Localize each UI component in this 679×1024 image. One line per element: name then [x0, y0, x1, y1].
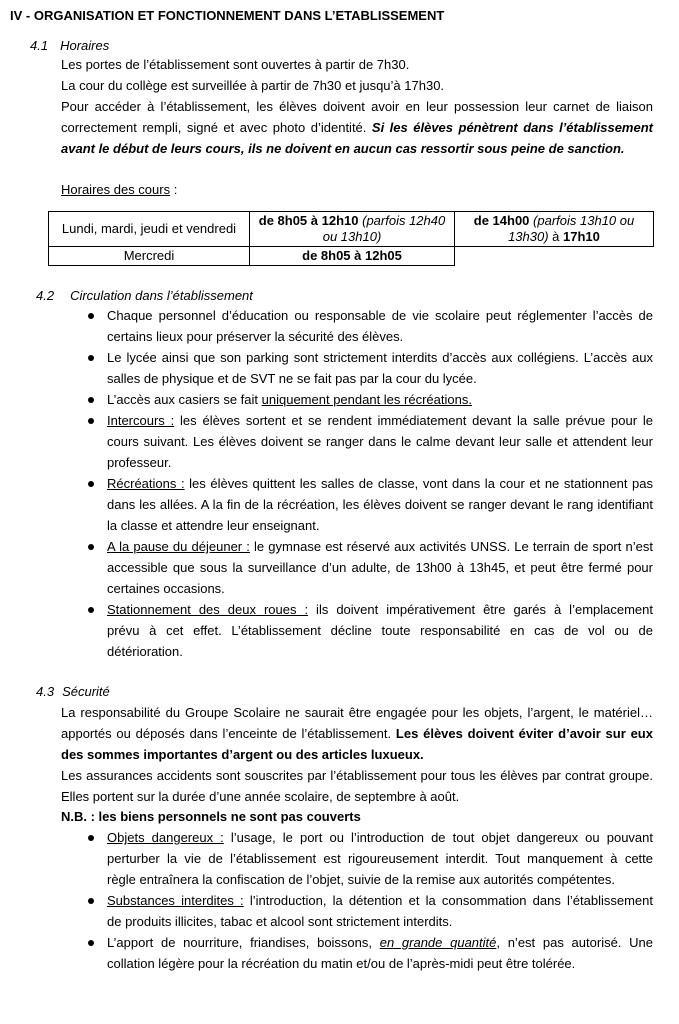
list-item-line	[107, 893, 653, 909]
text-span: le gymnase est réservé aux activités UNSS. Le terrain de sport n’est	[249, 539, 653, 554]
schedule-table	[48, 211, 654, 266]
emphasis-text: Si les élèves pénètrent dans l’établissement	[371, 120, 653, 135]
bullet-icon	[88, 544, 94, 550]
table-cell-days: Lundi, mardi, jeudi et vendredi	[49, 212, 250, 247]
list-item-line: certaines occasions.	[107, 581, 225, 596]
list-item-line	[107, 476, 653, 492]
subsection-title: Circulation dans l’établissement	[70, 288, 253, 303]
subsection-number: 4.3	[36, 684, 55, 699]
list-item-line	[107, 413, 653, 429]
subsection-4-2-heading	[36, 288, 253, 304]
table-cell-afternoon	[455, 212, 654, 247]
text-span: les élèves sortent et se rendent immédiatement devant la salle prévue pour le	[174, 413, 653, 428]
list-item-line: prévu à cet effet. L’établissement décline toute responsabilité en cas de vol ou de	[107, 623, 653, 638]
paragraph-line: La cour du collège est surveillée à partir de 7h30 et jusqu’à 17h30.	[61, 78, 445, 93]
underlined-text: Récréations :	[107, 476, 185, 491]
underlined-italic-text: en grande quantité	[379, 935, 497, 950]
list-item-line: Chaque personnel d’éducation ou responsable de vie scolaire peut réglementer l’accès de	[107, 308, 653, 323]
text-span: les élèves quittent les salles de classe, vont dans la cour et ne stationnent pas	[184, 476, 654, 491]
bullet-icon	[88, 481, 94, 487]
colon: :	[170, 182, 178, 197]
text-span: ils doivent impérativement être garés à l’emplacement	[308, 602, 653, 617]
subsection-4-1-heading	[30, 38, 109, 54]
subsection-title: Horaires	[60, 38, 110, 53]
paragraph-line: Pour accéder à l’établissement, les élèves doivent avoir en leur possession leur carnet de liaison	[61, 99, 653, 114]
bullet-icon	[88, 418, 94, 424]
text-span: correctement rempli, signé et avec photo d’identité.	[61, 120, 372, 135]
list-item-line: détérioration.	[107, 644, 183, 659]
list-item-line	[107, 602, 653, 618]
paragraph-line: des sommes importantes d’argent ou des articles luxueux.	[61, 747, 424, 762]
underlined-text: Objets dangereux :	[107, 830, 224, 845]
table-cell-morning: de 8h05 à 12h05	[250, 247, 455, 266]
section-title: IV - ORGANISATION ET FONCTIONNEMENT DANS L’ETABLISSEMENT	[10, 8, 445, 23]
text-span: à	[548, 229, 564, 244]
list-item-line	[107, 830, 653, 846]
list-item-line	[107, 935, 653, 951]
list-item-line: collation légère pour la récréation du matin et/ou de l’après-midi peut être tolérée.	[107, 956, 576, 971]
list-item-line: certains lieux pour préserver la sécurité des élèves.	[107, 329, 404, 344]
list-item-line: professeur.	[107, 455, 172, 470]
bold-text: de 14h00	[473, 213, 530, 228]
list-item-line: cours suivant. Les élèves doivent se ranger dans le calme devant leur salle et attendent leur	[107, 434, 653, 449]
table-cell-morning	[250, 212, 455, 247]
bullet-icon	[88, 835, 94, 841]
paragraph-line	[61, 726, 653, 742]
italic-text: (parfois 12h40	[362, 213, 446, 228]
paragraph-line	[61, 120, 653, 136]
courses-label	[61, 182, 177, 198]
list-item-line: perturber la vie de l’établissement est rigoureusement interdit. Tout manquement à cette	[107, 851, 653, 866]
text-span: , n’est pas autorisé. Une	[496, 935, 653, 950]
list-item-line	[107, 539, 653, 555]
italic-text: (parfois 13h10 ou	[533, 213, 635, 228]
bold-text: de 8h05 à 12h10	[258, 213, 359, 228]
text-span: L’accès aux casiers se fait	[107, 392, 262, 407]
table-cell-empty	[455, 247, 654, 266]
bullet-icon	[88, 313, 94, 319]
text-span: apportés ou déposés dans l’enceinte de l’établissement.	[61, 726, 396, 741]
paragraph-line: Les portes de l’établissement sont ouvertes à partir de 7h30.	[61, 57, 410, 72]
subsection-number: 4.2	[36, 288, 55, 303]
list-item-line: de produits illicites, tabac et alcool sont strictement interdits.	[107, 914, 453, 929]
nb-line: N.B. : les biens personnels ne sont pas couverts	[61, 809, 361, 824]
bullet-icon	[88, 898, 94, 904]
bullet-icon	[88, 607, 94, 613]
bold-text: 17h10	[563, 229, 600, 244]
list-item-line: règle entraînera la confiscation de l’objet, suivie de la remise aux autorités compétentes.	[107, 872, 616, 887]
paragraph-line: Elles portent sur la durée d’une année scolaire, de septembre à août.	[61, 789, 460, 804]
subsection-4-3-heading	[36, 684, 110, 700]
list-item-line: dans les allées. A la fin de la récréation, les élèves doivent se ranger devant le rang identifiant	[107, 497, 653, 512]
table-row	[49, 212, 654, 247]
paragraph-line: La responsabilité du Groupe Scolaire ne saurait être engagée pour les objets, l’argent, le matériel…	[61, 705, 653, 720]
paragraph-line: Les assurances accidents sont souscrites par l’établissement pour tous les élèves par contrat groupe.	[61, 768, 653, 783]
text-span: l’usage, le port ou l’introduction de tout objet dangereux ou pouvant	[223, 830, 653, 845]
underlined-text: A la pause du déjeuner :	[107, 539, 250, 554]
list-item-line: Le lycée ainsi que son parking sont strictement interdits d’accès aux collégiens. L’accès aux	[107, 350, 653, 365]
bullet-icon	[88, 355, 94, 361]
table-row	[49, 247, 654, 266]
courses-label-text: Horaires des cours	[61, 182, 171, 197]
subsection-number: 4.1	[30, 38, 49, 53]
subsection-title: Sécurité	[62, 684, 110, 699]
italic-text: ou 13h10)	[322, 229, 382, 244]
bullet-icon	[88, 940, 94, 946]
list-item-line: accessible que sous la surveillance d’un adulte, de 13h00 à 13h45, et peut être fermé pour	[107, 560, 653, 575]
list-item-line	[107, 392, 472, 408]
list-item-line: salles de physique et de SVT ne se fait pas par la cour du lycée.	[107, 371, 477, 386]
underlined-text: Stationnement des deux roues :	[107, 602, 309, 617]
bullet-icon	[88, 397, 94, 403]
table-cell-days: Mercredi	[49, 247, 250, 266]
underlined-text: uniquement pendant les récréations.	[261, 392, 472, 407]
bold-text: Les élèves doivent éviter d’avoir sur eux	[395, 726, 653, 741]
list-item-line: la classe et attendre leur enseignant.	[107, 518, 320, 533]
text-span: l’introduction, la détention et la consommation dans l’établissement	[243, 893, 653, 908]
text-span: L’apport de nourriture, friandises, boissons,	[107, 935, 380, 950]
emphasis-line: avant le début de leurs cours, ils ne doivent en aucun cas ressortir sous peine de sanction.	[61, 141, 625, 156]
italic-text: 13h30)	[508, 229, 549, 244]
underlined-text: Intercours :	[107, 413, 175, 428]
underlined-text: Substances interdites :	[107, 893, 244, 908]
